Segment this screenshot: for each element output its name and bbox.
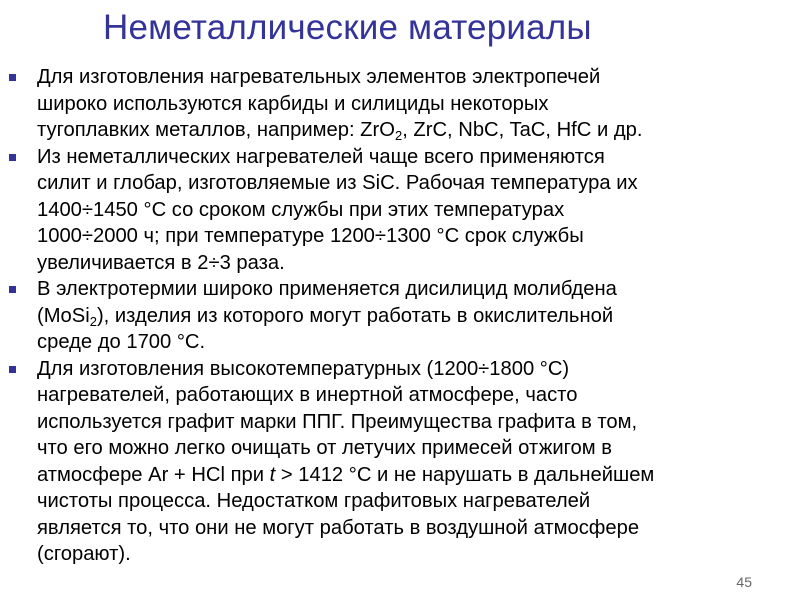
bullet-line: Для изготовления высокотемпературных (1200÷1800 °С) <box>37 357 570 380</box>
subscript: 2 <box>89 313 97 329</box>
bullet-square-icon <box>9 74 16 81</box>
subscript: 2 <box>394 128 403 143</box>
bullet-line: 1000÷2000 ч; при температуре 1200÷1300 °С срок службы <box>37 225 584 247</box>
bullet-item <box>0 144 800 277</box>
bullet-line: (сгорают). <box>37 543 131 565</box>
text-segment: ), изделия из которого могут работать в окислительной <box>96 304 614 327</box>
bullet-line <box>37 462 790 489</box>
bullet-square-icon <box>9 286 16 293</box>
text-segment: , ZrC, NbC, TaC, HfC и др. <box>402 119 643 141</box>
bullet-line: используется графит марки ППГ. Преимущества графита в том, <box>37 410 638 433</box>
bullet-item <box>0 356 800 568</box>
bullet-line: Из неметаллических нагревателей чаще всего применяются <box>37 145 605 168</box>
page-number: 45 <box>736 574 752 590</box>
slide-title: Неметаллические материалы <box>103 8 592 47</box>
bullet-line: чистоты процесса. Недостатком графитовых нагревателей <box>37 490 591 512</box>
variable-t: t <box>269 463 276 486</box>
bullet-list <box>0 64 800 568</box>
bullet-line: широко используются карбиды и силициды некоторых <box>37 92 549 115</box>
bullet-line: В электротермии широко применяется дисилицид молибдена <box>37 278 617 300</box>
bullet-line: 1400÷1450 °С со сроком службы при этих температурах <box>37 198 565 221</box>
bullet-line: нагревателей, работающих в инертной атмосфере, часто <box>37 384 578 406</box>
bullet-line: силит и глобар, изготовляемые из SiC. Рабочая температура их <box>37 172 638 194</box>
bullet-line: среде до 1700 °С. <box>37 331 206 353</box>
bullet-square-icon <box>9 366 16 373</box>
text-segment: > 1412 °С и не нарушать в дальнейшем <box>275 463 655 486</box>
bullet-line <box>37 303 790 330</box>
text-segment: (MoSi <box>37 304 90 327</box>
bullet-item <box>0 64 800 144</box>
bullet-line: увеличивается в 2÷3 раза. <box>37 251 285 274</box>
bullet-square-icon <box>9 154 16 161</box>
text-segment: тугоплавких металлов, например: ZrO <box>37 119 395 141</box>
bullet-line: что его можно легко очищать от летучих примесей отжигом в <box>37 437 612 459</box>
bullet-line: Для изготовления нагревательных элементов электропечей <box>37 66 601 88</box>
bullet-item <box>0 276 800 356</box>
bullet-line: является то, что они не могут работать в воздушной атмосфере <box>37 516 640 539</box>
text-segment: атмосфере Ar + HCl при <box>37 463 270 486</box>
bullet-line <box>37 117 790 144</box>
